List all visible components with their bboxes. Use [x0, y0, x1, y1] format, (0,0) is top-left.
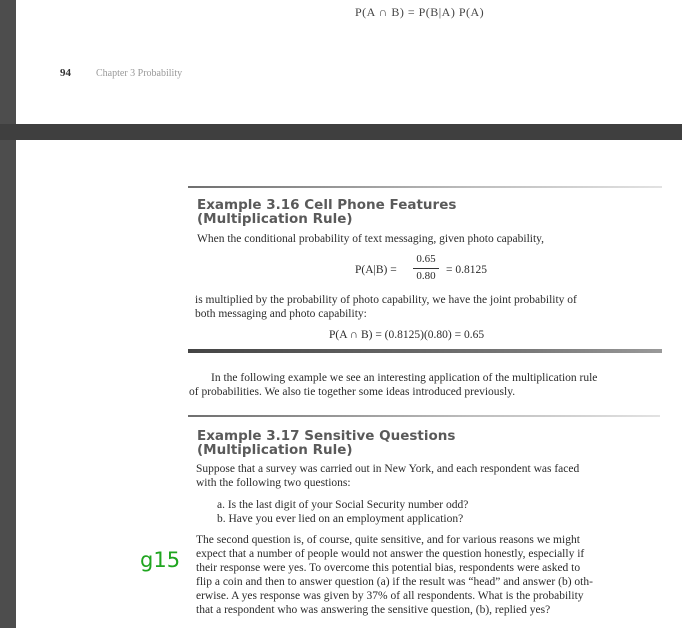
paragraph-line: The second question is, of course, quite sensitive, and for various reasons we might [196, 534, 580, 546]
left-margin-bar-lower [0, 140, 16, 628]
example-316-eq-lhs: P(A|B) = [355, 264, 397, 276]
paragraph-line: expect that a number of people would not answer the question honestly, especially if [196, 548, 585, 560]
conditional-formula: P(A ∩ B) = P(B|A) P(A) [355, 5, 485, 19]
example-317-top-rule [188, 415, 660, 417]
left-margin-bar [0, 0, 16, 124]
bridge-text-line1: In the following example we see an interesting application of the multiplication rule [211, 372, 598, 384]
example-316-joint-formula: P(A ∩ B) = (0.8125)(0.80) = 0.65 [329, 329, 485, 341]
example-316-title: Example 3.16 Cell Phone Features [197, 197, 457, 213]
example-316-body-line1: is multiplied by the probability of photo capability, we have the joint probability of [195, 294, 577, 306]
handwritten-annotation: g15 [140, 548, 181, 572]
paragraph-line: erwise. A yes response was given by 37% of all respondents. What is the probability [196, 590, 584, 602]
example-317-title: Example 3.17 Sensitive Questions [197, 428, 456, 444]
question-b: b. Have you ever lied on an employment application? [217, 513, 464, 525]
example-317-subtitle: (Multiplication Rule) [197, 442, 353, 458]
example-316-eq-denominator: 0.80 [416, 270, 436, 282]
example-316-bottom-rule [188, 349, 662, 353]
paragraph-line: their response were yes. To overcome this potential bias, respondents were asked to [196, 562, 581, 574]
example-317-intro-line2: with the following two questions: [196, 477, 351, 489]
example-316-top-rule [188, 186, 662, 188]
example-316-intro: When the conditional probability of text messaging, given photo capability, [197, 233, 545, 245]
previous-page [0, 0, 682, 124]
question-a: a. Is the last digit of your Social Security number odd? [217, 499, 469, 511]
page-number: 94 [60, 67, 71, 79]
fraction-bar [413, 268, 439, 269]
example-316-eq-rhs: = 0.8125 [446, 264, 487, 276]
example-317-intro-line1: Suppose that a survey was carried out in New York, and each respondent was faced [196, 463, 580, 475]
paragraph-line: flip a coin and then to answer question (a) if the result was “head” and answer (b) oth- [196, 576, 593, 588]
example-316-body-line2: both messaging and photo capability: [195, 308, 367, 320]
paragraph-line: that a respondent who was answering the sensitive question, (b), replied yes? [196, 604, 551, 616]
example-316-eq-numerator: 0.65 [416, 253, 436, 265]
chapter-label: Chapter 3 Probability [96, 68, 183, 79]
example-316-subtitle: (Multiplication Rule) [197, 211, 353, 227]
page-divider [0, 124, 682, 140]
bridge-text-line2: of probabilities. We also tie together some ideas introduced previously. [189, 386, 516, 398]
